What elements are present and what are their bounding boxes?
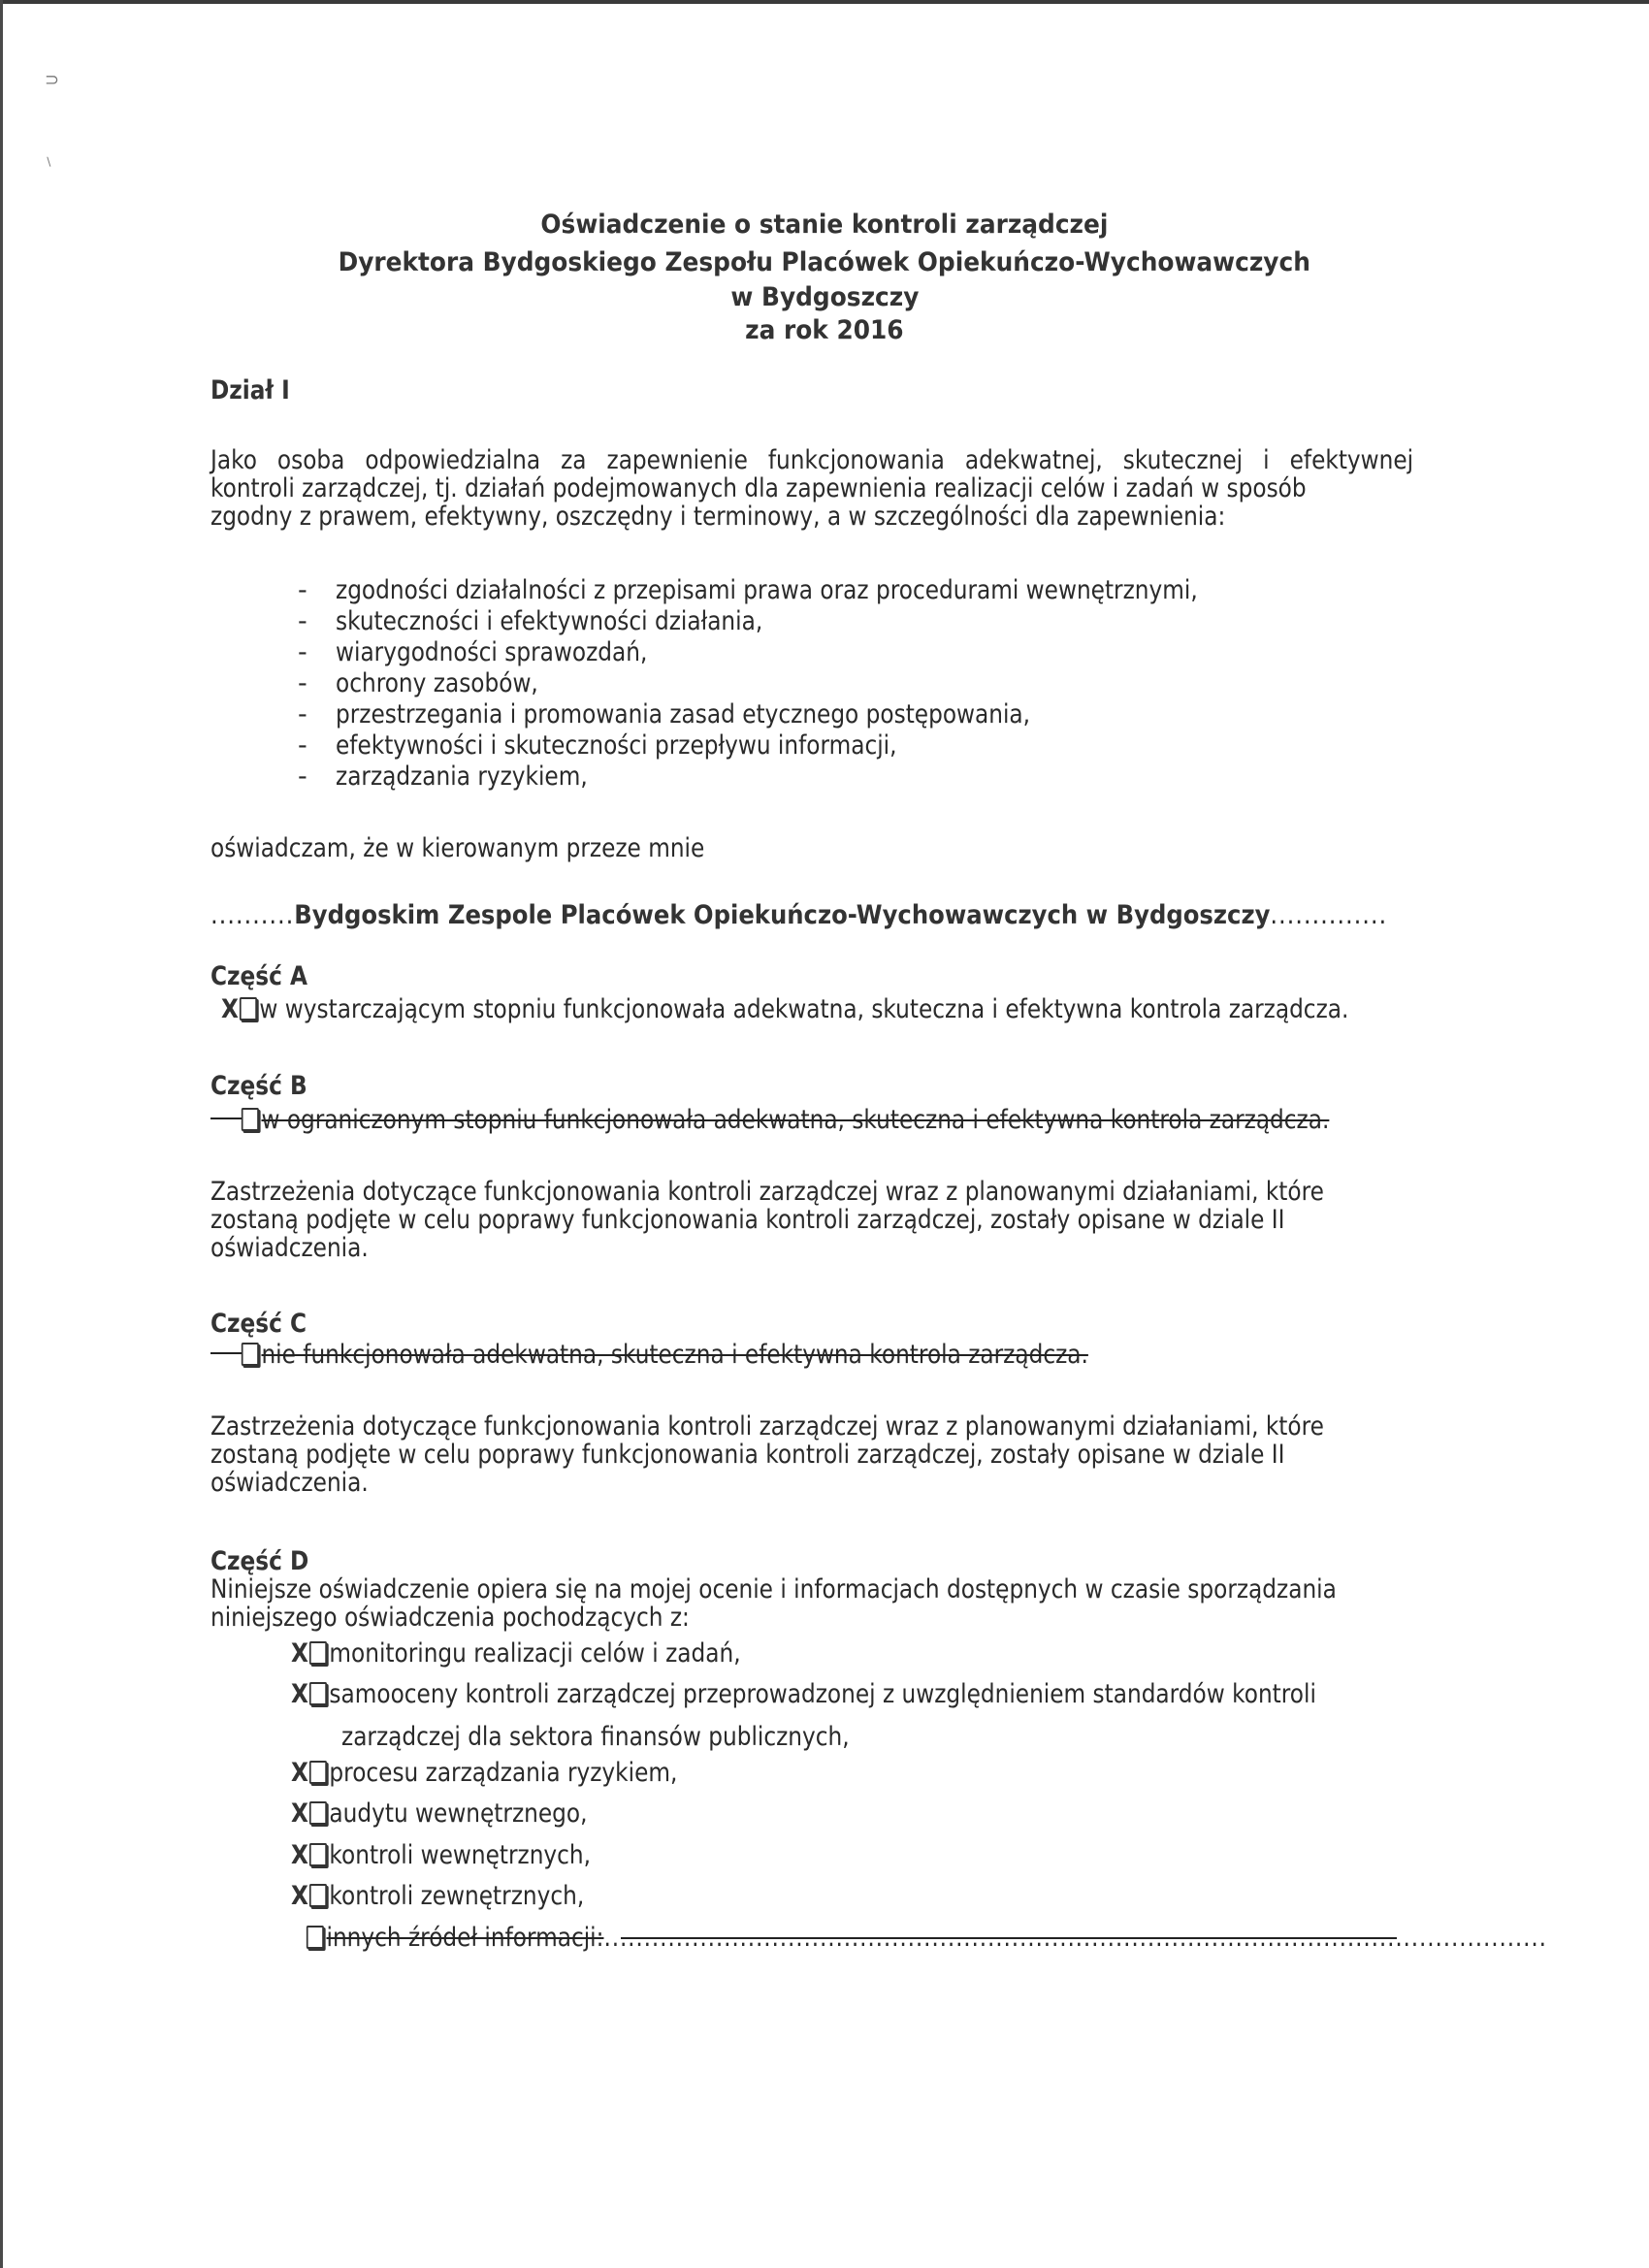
x-mark: X: [291, 1840, 308, 1870]
part-c-note-line-2: zostaną podjęte w celu poprawy funkcjonowania kontroli zarządczej, zostały opisane w dziale II: [210, 1440, 1285, 1470]
bullet-marker: -: [298, 699, 307, 729]
strike-lead: [210, 1118, 243, 1119]
document-title-line-4: za rok 2016: [745, 315, 904, 345]
source-text: monitoringu realizacji celów i zadań,: [329, 1638, 741, 1669]
source-text: audytu wewnętrznego,: [329, 1798, 588, 1829]
source-text: procesu zarządzania ryzykiem,: [329, 1758, 678, 1788]
part-b-heading: Część B: [210, 1071, 307, 1101]
checkbox-icon[interactable]: [309, 1884, 327, 1907]
source-text: kontroli wewnętrznych,: [329, 1840, 592, 1870]
part-c-text: nie funkcjonowała adekwatna, skuteczna i efektywna kontrola zarządcza.: [261, 1340, 1088, 1370]
intro-line-3: zgodny z prawem, efektywny, oszczędny i terminowy, a w szczególności dla zapewnienia:: [210, 502, 1226, 532]
intro-line-2: kontroli zarządczej, tj. działań podejmowanych dla zapewnienia realizacji celów i zadań w sposób: [210, 473, 1307, 503]
checkbox-icon[interactable]: [309, 1682, 327, 1705]
part-d-intro-line-2: niniejszego oświadczenia pochodzących z:: [210, 1603, 690, 1633]
part-a-heading: Część A: [210, 961, 307, 991]
part-b-note-line-1: Zastrzeżenia dotyczące funkcjonowania kontroli zarządczej wraz z planowanymi działaniami, które: [210, 1177, 1324, 1207]
checkbox-icon[interactable]: [242, 1343, 259, 1366]
checkbox-icon[interactable]: [309, 1801, 327, 1825]
list-item: skuteczności i efektywności działania,: [336, 606, 763, 636]
strike-rule: [621, 1937, 1397, 1939]
list-item: wiarygodności sprawozdań,: [336, 637, 648, 667]
part-b-text: w ograniczonym stopniu funkcjonowała adekwatna, skuteczna i efektywna kontrola zarządcza.: [261, 1105, 1330, 1135]
x-mark: X: [291, 1679, 308, 1709]
checkbox-icon[interactable]: [240, 997, 257, 1021]
part-c-note-line-3: oświadczenia.: [210, 1468, 369, 1498]
bullet-marker: -: [298, 761, 307, 792]
checkbox-icon[interactable]: [307, 1926, 324, 1949]
document-title-line-1: Oświadczenie o stanie kontroli zarządczej: [540, 210, 1109, 240]
checkbox-icon[interactable]: [309, 1843, 327, 1866]
part-a-option: [221, 993, 1533, 1026]
bullet-marker: -: [298, 637, 307, 667]
part-b-option: [210, 1104, 1511, 1137]
leading-dots: ..........: [210, 900, 295, 930]
checkbox-icon[interactable]: [242, 1108, 259, 1131]
x-mark: X: [291, 1638, 308, 1669]
x-mark: X: [291, 1881, 308, 1911]
scan-artifact-mark: ⊃: [45, 70, 60, 90]
bullet-marker: -: [298, 575, 307, 605]
trailing-dots: ..............: [1270, 900, 1388, 930]
document-title-line-3: w Bydgoszczy: [730, 282, 919, 312]
fill-in-dots: ......................................................................................................................: [603, 1923, 1547, 1953]
source-item: [291, 1839, 639, 1872]
part-c-heading: Część C: [210, 1309, 307, 1339]
list-item: zgodności działalności z przepisami prawa oraz procedurami wewnętrznymi,: [336, 575, 1198, 605]
source-text: samooceny kontroli zarządczej przeprowadzonej z uwzględnieniem standardów kontroli: [329, 1679, 1316, 1709]
part-b-note-line-3: oświadczenia.: [210, 1233, 369, 1263]
unit-name: Bydgoskim Zespole Placówek Opiekuńczo-Wychowawczych w Bydgoszczy: [294, 900, 1271, 930]
part-b-note-line-2: zostaną podjęte w celu poprawy funkcjonowania kontroli zarządczej, zostały opisane w dziale II: [210, 1205, 1285, 1235]
source-item-continuation: zarządczej dla sektora finansów publicznych,: [341, 1722, 850, 1752]
source-text: kontroli zewnętrznych,: [329, 1881, 585, 1911]
list-item: efektywności i skuteczności przepływu informacji,: [336, 730, 897, 761]
source-item: [291, 1798, 635, 1831]
source-text: innych źródeł informacji:: [326, 1923, 604, 1953]
part-a-text: w wystarczającym stopniu funkcjonowała adekwatna, skuteczna i efektywna kontrola zarządcza.: [259, 994, 1349, 1024]
x-mark: X: [221, 994, 239, 1024]
bullet-marker: -: [298, 668, 307, 698]
checkbox-icon[interactable]: [309, 1641, 327, 1665]
source-item: [291, 1757, 740, 1790]
part-d-intro-line-1: Niniejsze oświadczenie opiera się na mojej ocenie i informacjach dostępnych w czasie sporządzania: [210, 1574, 1337, 1604]
source-item: [291, 1678, 1483, 1711]
part-c-note-line-1: Zastrzeżenia dotyczące funkcjonowania kontroli zarządczej wraz z planowanymi działaniami, które: [210, 1411, 1324, 1442]
strike-lead: [210, 1352, 243, 1354]
source-item: [291, 1880, 631, 1913]
declaration-text: oświadczam, że w kierowanym przeze mnie: [210, 833, 705, 863]
scan-artifact-mark: ∖: [45, 155, 52, 169]
x-mark: X: [291, 1798, 308, 1829]
list-item: ochrony zasobów,: [336, 668, 538, 698]
part-c-option: [210, 1339, 1231, 1372]
source-item: [291, 1637, 814, 1670]
checkbox-icon[interactable]: [309, 1761, 327, 1784]
bullet-marker: -: [298, 606, 307, 636]
list-item: zarządzania ryzykiem,: [336, 761, 588, 792]
part-d-heading: Część D: [210, 1546, 309, 1576]
unit-name-line: [210, 899, 1518, 932]
list-item: przestrzegania i promowania zasad etycznego postępowania,: [336, 699, 1031, 729]
x-mark: X: [291, 1758, 308, 1788]
bullet-marker: -: [298, 730, 307, 761]
document-title-line-2: Dyrektora Bydgoskiego Zespołu Placówek Opiekuńczo-Wychowawczych: [338, 247, 1311, 277]
intro-line-1: Jako osoba odpowiedzialna za zapewnienie funkcjonowania adekwatnej, skutecznej i efektywnej: [210, 445, 1414, 475]
section-heading: Dział I: [210, 375, 290, 405]
